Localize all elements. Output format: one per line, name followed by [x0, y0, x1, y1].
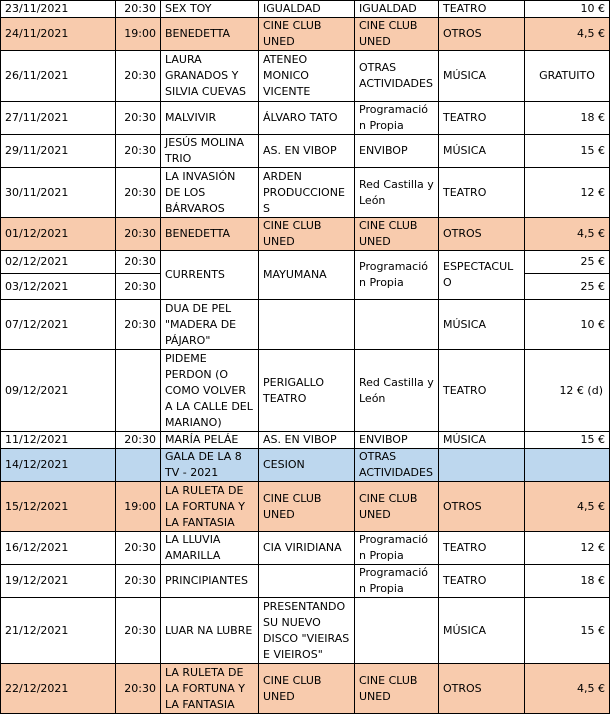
category-cell: OTROS	[439, 218, 525, 251]
category-cell: TEATRO	[439, 350, 525, 432]
table-row	[1, 218, 610, 251]
price-cell: 25 €	[525, 274, 610, 300]
time-cell: 20:30	[116, 565, 161, 598]
price-cell: 18 €	[525, 102, 610, 135]
time-cell: 20:30	[116, 664, 161, 714]
price-cell: 15 €	[525, 432, 610, 449]
channel-cell: Programación Propia	[355, 532, 439, 565]
category-cell: OTROS	[439, 18, 525, 51]
table-row	[1, 482, 610, 532]
organizer-cell: ATENEO MONICO VICENTE	[259, 51, 355, 102]
organizer-cell: CINE CLUB UNED	[259, 18, 355, 51]
price-cell: 4,5 €	[525, 218, 610, 251]
date-cell: 26/11/2021	[1, 51, 116, 102]
title-cell: LA INVASIÓN DE LOS BÁRVAROS	[161, 168, 259, 218]
category-cell: TEATRO	[439, 168, 525, 218]
date-cell: 27/11/2021	[1, 102, 116, 135]
price-cell: 12 €	[525, 168, 610, 218]
category-cell: TEATRO	[439, 1, 525, 18]
time-cell: 20:30	[116, 1, 161, 18]
time-cell: 20:30	[116, 168, 161, 218]
category-cell: OTROS	[439, 482, 525, 532]
table-row	[1, 350, 610, 432]
date-cell: 14/12/2021	[1, 449, 116, 482]
price-cell: 10 €	[525, 1, 610, 18]
channel-cell	[355, 300, 439, 350]
time-cell: 20:30	[116, 251, 161, 274]
date-cell: 22/12/2021	[1, 664, 116, 714]
date-cell: 30/11/2021	[1, 168, 116, 218]
date-cell: 29/11/2021	[1, 135, 116, 168]
price-cell: 18 €	[525, 565, 610, 598]
price-cell: 25 €	[525, 251, 610, 274]
date-cell: 01/12/2021	[1, 218, 116, 251]
category-cell: MÚSICA	[439, 598, 525, 664]
category-cell: MÚSICA	[439, 300, 525, 350]
title-cell: MARÍA PELÁE	[161, 432, 259, 449]
organizer-cell: IGUALDAD	[259, 1, 355, 18]
category-cell: TEATRO	[439, 102, 525, 135]
price-cell: 15 €	[525, 135, 610, 168]
time-cell: 20:30	[116, 102, 161, 135]
time-cell: 20:30	[116, 274, 161, 300]
title-cell: BENEDETTA	[161, 218, 259, 251]
time-cell: 19:00	[116, 482, 161, 532]
title-cell: LA RULETA DE LA FORTUNA Y LA FANTASIA	[161, 482, 259, 532]
organizer-cell: AS. EN VIBOP	[259, 432, 355, 449]
date-cell: 15/12/2021	[1, 482, 116, 532]
organizer-cell: CINE CLUB UNED	[259, 482, 355, 532]
table-row	[1, 300, 610, 350]
price-cell: 15 €	[525, 598, 610, 664]
category-cell: ESPECTACULO	[439, 251, 525, 300]
title-cell: SEX TOY	[161, 1, 259, 18]
title-cell: PIDEME PERDON (O COMO VOLVER A LA CALLE DEL MARIANO)	[161, 350, 259, 432]
date-cell: 09/12/2021	[1, 350, 116, 432]
organizer-cell: CINE CLUB UNED	[259, 218, 355, 251]
table-row	[1, 432, 610, 449]
organizer-cell: PERIGALLO TEATRO	[259, 350, 355, 432]
channel-cell: Programación Propia	[355, 102, 439, 135]
date-cell: 03/12/2021	[1, 274, 116, 300]
category-cell: MÚSICA	[439, 135, 525, 168]
table-row	[1, 598, 610, 664]
title-cell: DUA DE PEL "MADERA DE PÁJARO"	[161, 300, 259, 350]
table-row	[1, 1, 610, 18]
price-cell: 12 €	[525, 532, 610, 565]
channel-cell	[355, 598, 439, 664]
organizer-cell: PRESENTANDO SU NUEVO DISCO "VIEIRAS E VIEIROS"	[259, 598, 355, 664]
channel-cell: IGUALDAD	[355, 1, 439, 18]
title-cell: LUAR NA LUBRE	[161, 598, 259, 664]
table-row	[1, 102, 610, 135]
table-row	[1, 18, 610, 51]
title-cell: PRINCIPIANTES	[161, 565, 259, 598]
channel-cell: ENVIBOP	[355, 432, 439, 449]
table-row	[1, 51, 610, 102]
channel-cell: CINE CLUB UNED	[355, 218, 439, 251]
title-cell: LA RULETA DE LA FORTUNA Y LA FANTASIA	[161, 664, 259, 714]
price-cell: 12 € (d)	[525, 350, 610, 432]
organizer-cell: ÁLVARO TATO	[259, 102, 355, 135]
channel-cell: Programación Propia	[355, 565, 439, 598]
price-cell: 10 €	[525, 300, 610, 350]
price-cell: 4,5 €	[525, 664, 610, 714]
organizer-cell: CIA VIRIDIANA	[259, 532, 355, 565]
time-cell: 20:30	[116, 598, 161, 664]
table-row	[1, 664, 610, 714]
price-cell: 4,5 €	[525, 18, 610, 51]
date-cell: 23/11/2021	[1, 1, 116, 18]
time-cell: 20:30	[116, 300, 161, 350]
category-cell: OTROS	[439, 664, 525, 714]
table-row	[1, 135, 610, 168]
time-cell: 20:30	[116, 532, 161, 565]
table-row	[1, 565, 610, 598]
channel-cell: Red Castilla y León	[355, 168, 439, 218]
organizer-cell: CESION	[259, 449, 355, 482]
category-cell: MÚSICA	[439, 432, 525, 449]
title-cell: MALVIVIR	[161, 102, 259, 135]
date-cell: 16/12/2021	[1, 532, 116, 565]
date-cell: 19/12/2021	[1, 565, 116, 598]
channel-cell: CINE CLUB UNED	[355, 482, 439, 532]
date-cell: 24/11/2021	[1, 18, 116, 51]
organizer-cell: CINE CLUB UNED	[259, 664, 355, 714]
date-cell: 21/12/2021	[1, 598, 116, 664]
organizer-cell: MAYUMANA	[259, 251, 355, 300]
title-cell: BENEDETTA	[161, 18, 259, 51]
table-row	[1, 532, 610, 565]
table-row	[1, 251, 610, 274]
table-row	[1, 168, 610, 218]
time-cell: 20:30	[116, 432, 161, 449]
title-cell: LA LLUVIA AMARILLA	[161, 532, 259, 565]
price-cell	[525, 449, 610, 482]
channel-cell: ENVIBOP	[355, 135, 439, 168]
organizer-cell: AS. EN VIBOP	[259, 135, 355, 168]
channel-cell: OTRAS ACTIVIDADES	[355, 51, 439, 102]
category-cell: TEATRO	[439, 532, 525, 565]
date-cell: 02/12/2021	[1, 251, 116, 274]
price-cell: 4,5 €	[525, 482, 610, 532]
table-row	[1, 449, 610, 482]
time-cell: 20:30	[116, 218, 161, 251]
channel-cell: Programación Propia	[355, 251, 439, 300]
category-cell: TEATRO	[439, 565, 525, 598]
category-cell	[439, 449, 525, 482]
organizer-cell	[259, 300, 355, 350]
channel-cell: Red Castilla y León	[355, 350, 439, 432]
date-cell: 07/12/2021	[1, 300, 116, 350]
time-cell: 20:30	[116, 135, 161, 168]
category-cell: MÚSICA	[439, 51, 525, 102]
time-cell: 19:00	[116, 18, 161, 51]
channel-cell: OTRAS ACTIVIDADES	[355, 449, 439, 482]
date-cell: 11/12/2021	[1, 432, 116, 449]
title-cell: LAURA GRANADOS Y SILVIA CUEVAS	[161, 51, 259, 102]
title-cell: CURRENTS	[161, 251, 259, 300]
organizer-cell: ARDEN PRODUCCIONES	[259, 168, 355, 218]
channel-cell: CINE CLUB UNED	[355, 18, 439, 51]
channel-cell: CINE CLUB UNED	[355, 664, 439, 714]
price-cell: GRATUITO	[525, 51, 610, 102]
time-cell: 20:30	[116, 51, 161, 102]
title-cell: JESÚS MOLINA TRIO	[161, 135, 259, 168]
organizer-cell	[259, 565, 355, 598]
time-cell	[116, 449, 161, 482]
title-cell: GALA DE LA 8 TV - 2021	[161, 449, 259, 482]
time-cell	[116, 350, 161, 432]
